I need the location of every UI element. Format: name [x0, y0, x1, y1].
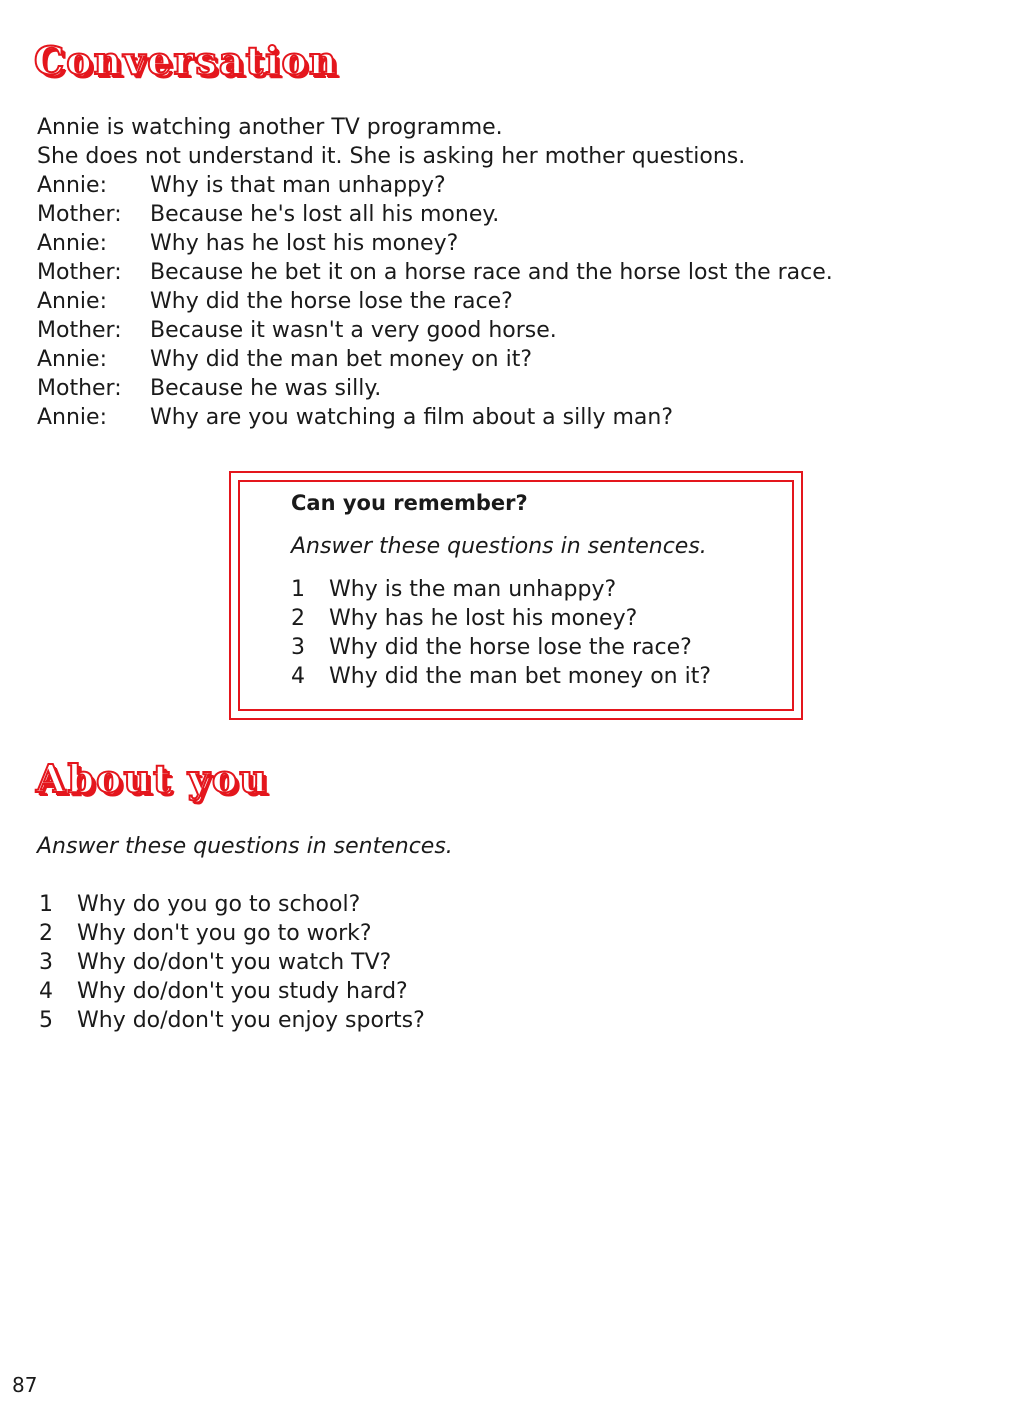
dialogue-line [37, 374, 833, 403]
about-you-heading: About you [36, 756, 269, 801]
about-you-question-list [39, 890, 425, 1035]
speaker-label: Mother: [37, 376, 122, 401]
dialogue-line [37, 345, 833, 374]
conversation-heading: Conversation [34, 38, 339, 83]
question-number: 2 [291, 606, 305, 631]
speaker-label: Annie: [37, 231, 107, 256]
dialogue-line [37, 200, 833, 229]
remember-question-list [291, 575, 711, 691]
intro-line: She does not understand it. She is asking her mother questions. [37, 144, 746, 169]
question-text: Why did the horse lose the race? [329, 635, 692, 660]
dialogue-text: Because it wasn't a very good horse. [150, 318, 557, 343]
dialogue-text: Because he's lost all his money. [150, 202, 500, 227]
speaker-label: Annie: [37, 289, 107, 314]
list-item [39, 1006, 425, 1035]
list-item [291, 662, 711, 691]
dialogue-text: Why did the horse lose the race? [150, 289, 513, 314]
dialogue-line [37, 287, 833, 316]
question-number: 4 [39, 979, 53, 1004]
list-item [39, 890, 425, 919]
question-number: 3 [39, 950, 53, 975]
dialogue-line [37, 171, 833, 200]
remember-box-instruction: Answer these questions in sentences. [291, 534, 707, 559]
question-text: Why is the man unhappy? [329, 577, 617, 602]
dialogue-line [37, 258, 833, 287]
speaker-label: Mother: [37, 202, 122, 227]
list-item [291, 604, 711, 633]
about-you-instruction: Answer these questions in sentences. [37, 834, 453, 859]
dialogue-line [37, 403, 833, 432]
dialogue-line [37, 316, 833, 345]
intro-line: Annie is watching another TV programme. [37, 115, 503, 140]
list-item [39, 948, 425, 977]
question-text: Why do/don't you study hard? [77, 979, 408, 1004]
list-item [39, 977, 425, 1006]
list-item [291, 633, 711, 662]
speaker-label: Annie: [37, 347, 107, 372]
question-text: Why do you go to school? [77, 892, 361, 917]
question-text: Why do/don't you watch TV? [77, 950, 392, 975]
dialogue-text: Why has he lost his money? [150, 231, 459, 256]
question-number: 4 [291, 664, 305, 689]
list-item [291, 575, 711, 604]
question-number: 5 [39, 1008, 53, 1033]
remember-box [291, 488, 711, 691]
dialogue-text: Why did the man bet money on it? [150, 347, 533, 372]
list-item [39, 919, 425, 948]
speaker-label: Annie: [37, 173, 107, 198]
dialogue-text: Why are you watching a film about a silly man? [150, 405, 674, 430]
page-number: 87 [12, 1373, 38, 1397]
question-number: 1 [291, 577, 305, 602]
dialogue [37, 171, 833, 432]
remember-box-title: Can you remember? [291, 491, 528, 515]
speaker-label: Mother: [37, 318, 122, 343]
question-number: 1 [39, 892, 53, 917]
dialogue-line [37, 229, 833, 258]
question-number: 2 [39, 921, 53, 946]
question-text: Why do/don't you enjoy sports? [77, 1008, 425, 1033]
question-text: Why has he lost his money? [329, 606, 638, 631]
question-number: 3 [291, 635, 305, 660]
conversation-intro [37, 113, 745, 171]
speaker-label: Annie: [37, 405, 107, 430]
speaker-label: Mother: [37, 260, 122, 285]
dialogue-text: Why is that man unhappy? [150, 173, 446, 198]
question-text: Why don't you go to work? [77, 921, 372, 946]
question-text: Why did the man bet money on it? [329, 664, 712, 689]
dialogue-text: Because he was silly. [150, 376, 382, 401]
dialogue-text: Because he bet it on a horse race and the horse lost the race. [150, 260, 833, 285]
